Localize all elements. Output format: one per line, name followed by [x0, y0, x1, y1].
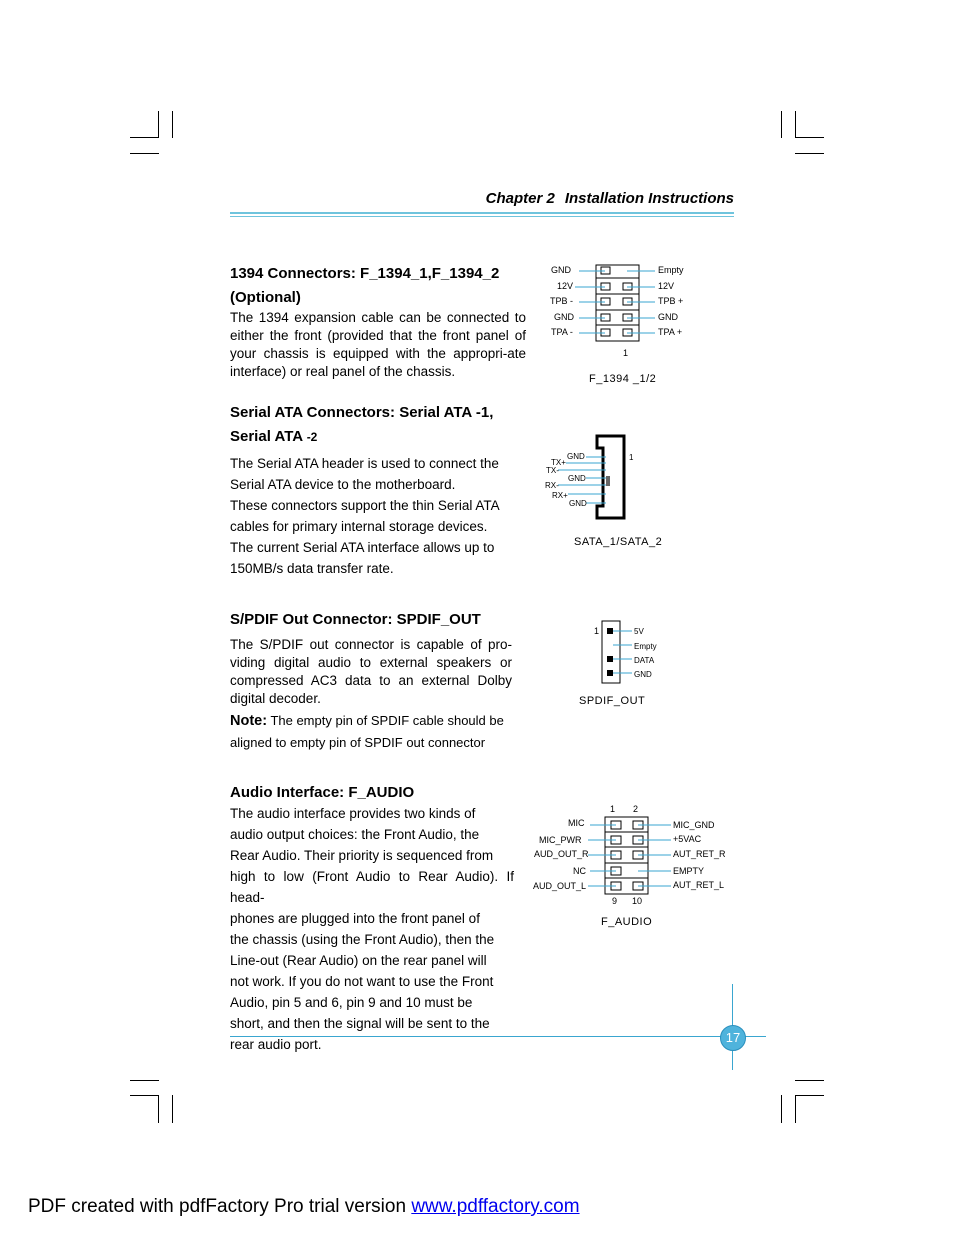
f1394-label-left-1: GND	[551, 265, 571, 275]
footer-link[interactable]: www.pdffactory.com	[411, 1196, 580, 1217]
page-number: 17	[720, 1025, 746, 1051]
header-rule-thin	[230, 216, 734, 217]
f-audio-pin-1: 1	[610, 804, 616, 814]
spdif-caption: SPDIF_OUT	[579, 695, 646, 707]
sata-body-line: These connectors support the thin Serial ATA	[230, 498, 500, 513]
sata-key	[606, 476, 610, 486]
sata-label-1: GND	[567, 452, 585, 461]
section-spdif-body: The S/PDIF out connector is capable of pro-viding digital audio to external speakers or compressed AC3 data to an external Dolby digital decoder.	[230, 637, 512, 706]
pdf-footer	[28, 1196, 580, 1218]
f1394-label-right-4: GND	[658, 312, 678, 322]
f-audio-label-right-4: EMPTY	[673, 866, 705, 876]
f1394-label-left-4: GND	[554, 312, 574, 322]
section-spdif-title: S/PDIF Out Connector: SPDIF_OUT	[230, 611, 481, 628]
f1394-label-right-1: Empty	[658, 265, 684, 275]
section-sata-title-line2: Serial ATA -2	[230, 428, 318, 445]
spdif-label-4: GND	[634, 670, 652, 679]
spdif-label-3: DATA	[634, 656, 655, 665]
f-audio-connector-svg	[585, 812, 675, 897]
sata-housing	[597, 436, 624, 518]
audio-body-line: phones are plugged into the front panel of	[230, 911, 480, 926]
sata-body-line: Serial ATA device to the motherboard.	[230, 477, 456, 492]
f1394-label-right-2: 12V	[658, 281, 675, 291]
sata-pin-one: 1	[629, 453, 634, 462]
footer-text: PDF created with pdfFactory Pro trial version	[28, 1196, 412, 1217]
section-1394-title-line2: (Optional)	[230, 289, 301, 306]
f-audio-label-right-3: AUT_RET_R	[673, 849, 726, 859]
spdif-connector-svg	[595, 618, 665, 688]
chapter-label: Chapter 2	[485, 190, 555, 207]
page-header	[230, 190, 734, 207]
f1394-label-right-5: TPA +	[658, 327, 683, 337]
spdif-label-1: 5V	[634, 627, 644, 636]
spdif-note-text: The empty pin of SPDIF cable should be	[267, 713, 504, 728]
sata-body-line: The current Serial ATA interface allows up to	[230, 540, 495, 555]
spdif-note-label: Note:	[230, 713, 268, 729]
audio-body-line: audio output choices: the Front Audio, the	[230, 827, 480, 842]
audio-body-line: the chassis (using the Front Audio), then the	[230, 932, 495, 947]
sata-label-3: TX-	[546, 466, 559, 475]
audio-body-line: Line-out (Rear Audio) on the rear panel will	[230, 953, 487, 968]
section-sata-body	[230, 453, 526, 579]
section-audio-body	[230, 803, 514, 1055]
f-audio-label-left-4: NC	[573, 866, 586, 876]
sata-caption: SATA_1/SATA_2	[574, 536, 663, 548]
sata-label-7: GND	[569, 499, 587, 508]
f-audio-label-left-5: AUD_OUT_L	[533, 881, 587, 891]
section-1394-title-line1: 1394 Connectors: F_1394_1,F_1394_2	[230, 265, 500, 282]
sata-connector-svg	[540, 432, 640, 522]
f1394-label-left-3: TPB -	[550, 296, 574, 306]
f-audio-label-left-2: MIC_PWR	[539, 835, 582, 845]
section-sata-title-line1: Serial ATA Connectors: Serial ATA -1,	[230, 404, 494, 421]
chapter-title: Installation Instructions	[564, 190, 734, 207]
f-audio-label-left-1: MIC	[568, 818, 585, 828]
audio-body-line: not work. If you do not want to use the Front	[230, 974, 494, 989]
f-audio-label-right-5: AUT_RET_L	[673, 880, 725, 890]
sata-body-line: cables for primary internal storage devices.	[230, 519, 488, 534]
footer-rule	[230, 1036, 766, 1037]
sata-label-2: TX+	[551, 458, 566, 467]
sata-body-line: The Serial ATA header is used to connect the	[230, 456, 499, 471]
f1394-caption: F_1394 _1/2	[589, 373, 657, 385]
audio-body-line: short, and then the signal will be sent to the	[230, 1016, 490, 1031]
section-sata-title	[230, 401, 493, 449]
spdif-label-2: Empty	[634, 642, 657, 651]
f-audio-pin-2: 2	[633, 804, 639, 814]
f-audio-pin-10: 10	[632, 896, 643, 906]
section-1394-body: The 1394 expansion cable can be connected to either the front (provided that the front panel of your chassis is equipped with the appropri-ate interface) or real panel of the chassis.	[230, 310, 526, 379]
audio-body-line: high to low (Front Audio to Rear Audio). If head-	[230, 869, 514, 905]
sata-label-5: RX-	[545, 481, 559, 490]
f-audio-caption: F_AUDIO	[601, 916, 653, 928]
spdif-note	[230, 710, 530, 754]
f-audio-pin-9: 9	[612, 896, 618, 906]
f-audio-label-right-1: MIC_GND	[673, 820, 715, 830]
f1394-label-left-5: TPA -	[551, 327, 573, 337]
f1394-pin-one: 1	[623, 348, 629, 358]
sata-label-6: RX+	[552, 491, 568, 500]
section-audio-title: Audio Interface: F_AUDIO	[230, 784, 415, 801]
f1394-label-right-3: TPB +	[658, 296, 684, 306]
f-audio-label-left-3: AUD_OUT_R	[534, 849, 589, 859]
audio-body-line: rear audio port.	[230, 1037, 322, 1052]
f1394-label-left-2: 12V	[557, 281, 574, 291]
section-1394-title	[230, 262, 499, 310]
header-rule	[230, 212, 734, 214]
audio-body-line: Rear Audio. Their priority is sequenced from	[230, 848, 494, 863]
spdif-note-text2: aligned to empty pin of SPDIF out connector	[230, 735, 486, 750]
spdif-pin-one: 1	[594, 626, 600, 636]
audio-body-line: Audio, pin 5 and 6, pin 9 and 10 must be	[230, 995, 473, 1010]
sata-body-line: 150MB/s data transfer rate.	[230, 561, 394, 576]
f-audio-label-right-2: +5VAC	[673, 834, 702, 844]
sata-label-4: GND	[568, 474, 586, 483]
audio-body-line: The audio interface provides two kinds of	[230, 806, 476, 821]
